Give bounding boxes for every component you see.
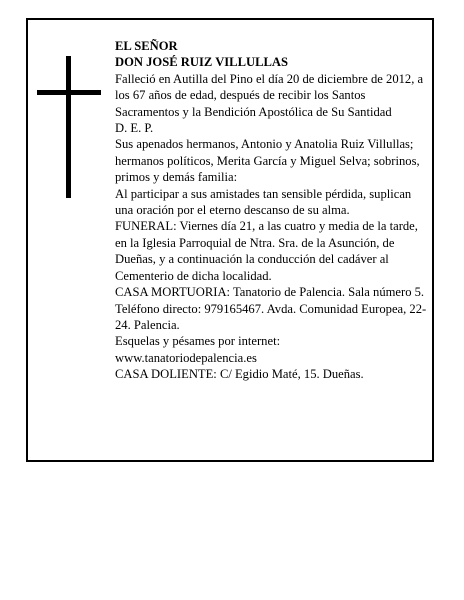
cross-icon <box>37 56 101 198</box>
funeral-paragraph: FUNERAL: Viernes día 21, a las cuatro y media de la tarde, en la Iglesia Parroquial de Ntra. Sra. de la Asunción, de Dueñas, y a continuación la conducción del cadáver al Cementerio de dicha localidad. <box>115 219 418 283</box>
obituary-text <box>115 38 431 383</box>
deceased-name: DON JOSÉ RUIZ VILLULLAS <box>115 55 288 70</box>
obituary-notice <box>26 18 434 462</box>
family-paragraph: Sus apenados hermanos, Antonio y Anatolia Ruiz Villullas; hermanos políticos, Merita García y Miguel Selva; sobrinos, primos y demás familia: <box>115 137 420 185</box>
internet-condolences-label: Esquelas y pésames por internet: <box>115 334 281 349</box>
death-details-paragraph: Falleció en Autilla del Pino el día 20 de diciembre de 2012, a los 67 años de edad, después de recibir los Santos Sacramentos y la Bendición Apostólica de Su Santidad <box>115 71 424 119</box>
prayer-request-paragraph: Al participar a sus amistades tan sensible pérdida, suplican una oración por el eterno descanso de su alma. <box>115 186 412 218</box>
website-link[interactable]: www.tanatoriodepalencia.es <box>115 350 257 365</box>
rip-line: D. E. P. <box>115 121 154 136</box>
title-line-1: EL SEÑOR <box>115 39 178 53</box>
family-home-paragraph: CASA DOLIENTE: C/ Egidio Maté, 15. Dueñas. <box>115 367 364 382</box>
funeral-home-paragraph: CASA MORTUORIA: Tanatorio de Palencia. Sala número 5. Teléfono directo: 979165467. Avda. Comunidad Europea, 22-24. Palencia. <box>115 285 427 332</box>
